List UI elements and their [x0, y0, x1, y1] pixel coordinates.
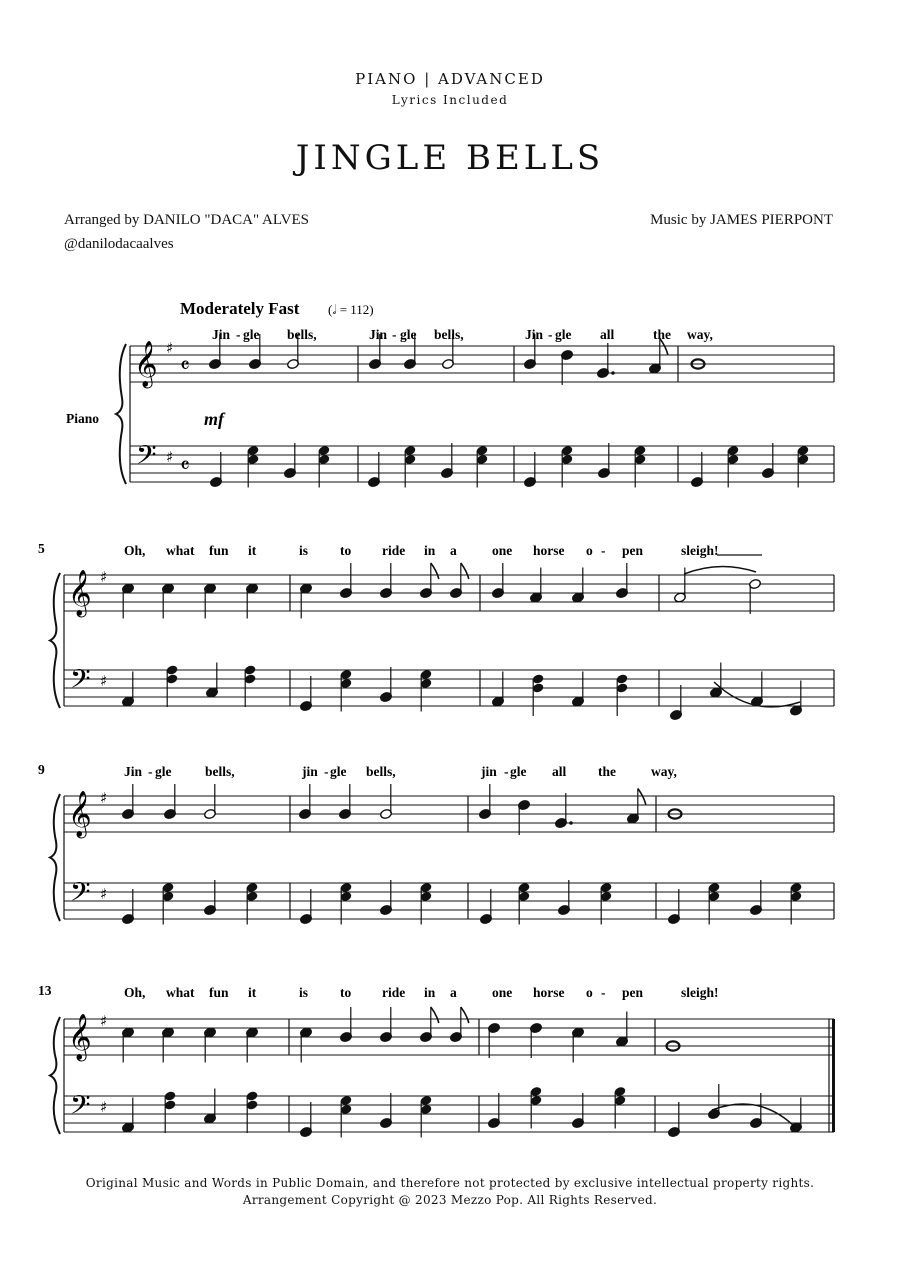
key-sharp-icon: ♯ — [166, 448, 174, 466]
bass-chord — [708, 882, 721, 925]
treble-note — [479, 784, 492, 820]
piano-brace — [50, 794, 60, 921]
bass-note — [488, 1093, 501, 1129]
treble-note — [300, 583, 313, 619]
treble-staff — [130, 346, 834, 382]
bass-chord — [246, 882, 259, 925]
bass-note — [708, 1084, 721, 1120]
treble-note — [555, 793, 573, 829]
treble-note — [340, 563, 353, 599]
bass-chord — [318, 445, 331, 488]
lyric-syllable: gle — [155, 764, 172, 779]
lyric-syllable: o — [586, 985, 593, 1000]
treble-note — [246, 1027, 259, 1063]
lyric-syllable: the — [598, 764, 616, 779]
bass-note — [380, 880, 393, 916]
lyric-syllable: is — [299, 543, 309, 558]
edition-label: PIANO | ADVANCED — [355, 70, 545, 88]
treble-note — [597, 343, 615, 379]
bass-chord — [476, 445, 489, 488]
lyric-syllable: way, — [687, 327, 713, 342]
treble-note — [380, 784, 393, 820]
bass-clef-icon: 𝄢 — [70, 876, 91, 914]
treble-note — [162, 583, 175, 619]
piano-brace — [116, 344, 126, 484]
key-sharp-icon: ♯ — [100, 1012, 108, 1030]
bass-note — [284, 443, 297, 479]
treble-note — [488, 1022, 501, 1058]
bass-note — [691, 452, 704, 488]
lyric-syllable: Jin — [525, 327, 544, 342]
treble-note — [627, 789, 646, 825]
bass-chord — [164, 1090, 177, 1133]
bass-note — [122, 889, 135, 925]
bass-note — [368, 452, 381, 488]
bass-chord — [600, 882, 613, 925]
note-flag — [461, 1007, 469, 1023]
bass-note — [524, 452, 537, 488]
bass-note — [762, 443, 775, 479]
bass-note — [122, 1098, 135, 1134]
lyric-syllable: - — [548, 327, 553, 342]
treble-note — [380, 1007, 393, 1043]
bass-chord — [420, 1095, 433, 1138]
bass-note — [300, 1102, 313, 1138]
lyric-syllable: Oh, — [124, 543, 146, 558]
lyric-syllable: in — [424, 543, 436, 558]
lyric-syllable: ride — [382, 985, 406, 1000]
lyric-syllable: - — [504, 764, 509, 779]
bass-note — [204, 880, 217, 916]
bass-note — [668, 889, 681, 925]
lyric-syllable: horse — [533, 543, 565, 558]
lyric-syllable: - — [148, 764, 153, 779]
bass-chord — [166, 664, 179, 707]
lyric-syllable: all — [600, 327, 615, 342]
treble-note — [246, 583, 259, 619]
final-barline-thick — [832, 1019, 835, 1132]
lyric-syllable: - — [392, 327, 397, 342]
key-sharp-icon: ♯ — [100, 789, 108, 807]
note-flag — [431, 563, 439, 579]
treble-note — [561, 349, 574, 385]
note-flag — [461, 563, 469, 579]
common-time-icon: 𝄴 — [180, 454, 190, 479]
treble-note — [340, 1007, 353, 1043]
key-sharp-icon: ♯ — [100, 672, 108, 690]
lyric-syllable: a — [450, 543, 457, 558]
lyric-syllable: bells, — [366, 764, 396, 779]
bass-chord — [404, 445, 417, 488]
lyric-syllable: Oh, — [124, 985, 146, 1000]
bass-note — [206, 663, 219, 699]
measure-number: 13 — [38, 983, 52, 998]
bass-chord — [247, 445, 260, 488]
lyric-syllable: gle — [510, 764, 527, 779]
lyric-syllable: horse — [533, 985, 565, 1000]
bass-chord — [340, 669, 353, 712]
treble-note — [122, 784, 135, 820]
lyric-syllable: it — [248, 985, 257, 1000]
lyric-syllable: is — [299, 985, 309, 1000]
lyric-syllable: one — [492, 543, 513, 558]
bass-note — [572, 1093, 585, 1129]
bass-note — [598, 443, 611, 479]
treble-note — [616, 563, 629, 599]
measure-number: 5 — [38, 541, 45, 556]
dot — [611, 371, 615, 375]
lyric-syllable: bells, — [205, 764, 235, 779]
bass-chord — [727, 445, 740, 488]
copyright-line-2: Arrangement Copyright @ 2023 Mezzo Pop. All Rights Reserved. — [242, 1193, 658, 1207]
lyric-syllable: pen — [622, 985, 644, 1000]
treble-note — [164, 784, 177, 820]
treble-note — [492, 563, 505, 599]
lyric-syllable: gle — [330, 764, 347, 779]
bass-chord — [561, 445, 574, 488]
bass-note — [670, 685, 683, 721]
lyric-syllable: jin — [481, 764, 497, 779]
lyric-syllable: Jin — [369, 327, 388, 342]
bass-note — [492, 672, 505, 708]
bass-note — [204, 1089, 217, 1125]
bass-note — [300, 889, 313, 925]
bass-chord — [244, 664, 257, 707]
lyric-syllable: ride — [382, 543, 406, 558]
bass-chord — [797, 445, 810, 488]
bass-chord — [532, 673, 545, 716]
lyric-syllable: jin — [302, 764, 318, 779]
lyric-syllable: what — [166, 985, 195, 1000]
bass-note — [750, 880, 763, 916]
bass-note — [300, 676, 313, 712]
treble-note — [518, 799, 531, 835]
treble-note — [616, 1012, 629, 1048]
key-sharp-icon: ♯ — [166, 339, 174, 357]
bass-clef-icon: 𝄢 — [136, 439, 157, 477]
bass-note — [558, 880, 571, 916]
bass-note — [380, 667, 393, 703]
treble-staff — [64, 575, 834, 611]
key-sharp-icon: ♯ — [100, 885, 108, 903]
bass-note — [572, 672, 585, 708]
lyric-syllable: sleigh! — [681, 985, 719, 1000]
lyric-syllable: - — [324, 764, 329, 779]
treble-note — [339, 784, 352, 820]
bass-clef-icon: 𝄢 — [70, 1089, 91, 1127]
lyric-syllable: fun — [209, 543, 229, 558]
treble-note — [300, 1027, 313, 1063]
bass-chord — [420, 882, 433, 925]
lyric-syllable: gle — [400, 327, 417, 342]
lyric-syllable: - — [236, 327, 241, 342]
lyric-syllable: to — [340, 543, 352, 558]
bass-note — [790, 681, 803, 717]
treble-clef-icon: 𝄞 — [68, 570, 92, 616]
bass-chord — [634, 445, 647, 488]
treble-note — [572, 1027, 585, 1063]
lyric-syllable: in — [424, 985, 436, 1000]
measure-number: 9 — [38, 762, 45, 777]
treble-note — [380, 563, 393, 599]
treble-clef-icon: 𝄞 — [68, 1014, 92, 1060]
note-flag — [431, 1007, 439, 1023]
treble-note — [204, 784, 217, 820]
bass-note — [668, 1102, 681, 1138]
lyric-syllable: sleigh! — [681, 543, 719, 558]
lyric-syllable: o — [586, 543, 593, 558]
lyric-syllable: bells, — [434, 327, 464, 342]
key-sharp-icon: ♯ — [100, 1098, 108, 1116]
treble-note — [122, 1027, 135, 1063]
bass-clef-icon: 𝄢 — [70, 663, 91, 701]
key-sharp-icon: ♯ — [100, 568, 108, 586]
arranger-handle: @danilodacaalves — [64, 236, 174, 252]
treble-clef-icon: 𝄞 — [68, 791, 92, 837]
lyric-syllable: Jin — [124, 764, 143, 779]
bass-note — [380, 1093, 393, 1129]
lyric-syllable: Jin — [212, 327, 231, 342]
lyric-syllable: to — [340, 985, 352, 1000]
bass-chord — [340, 882, 353, 925]
lyric-syllable: a — [450, 985, 457, 1000]
tempo-text: Moderately Fast — [180, 299, 300, 318]
piano-brace — [50, 1017, 60, 1134]
bass-note — [122, 672, 135, 708]
bass-chord — [530, 1086, 543, 1129]
lyric-syllable: one — [492, 985, 513, 1000]
treble-note — [530, 568, 543, 604]
common-time-icon: 𝄴 — [180, 354, 190, 379]
dynamic-marking: mf — [204, 409, 224, 429]
lyric-syllable: gle — [243, 327, 260, 342]
treble-staff — [64, 1019, 834, 1055]
bass-chord — [614, 1086, 627, 1129]
lyric-syllable: what — [166, 543, 195, 558]
lyric-syllable: gle — [555, 327, 572, 342]
composer-credit: Music by JAMES PIERPONT — [650, 212, 833, 228]
treble-note — [572, 568, 585, 604]
bass-chord — [162, 882, 175, 925]
lyric-syllable: it — [248, 543, 257, 558]
treble-note — [204, 1027, 217, 1063]
copyright-line-1: Original Music and Words in Public Domain, and therefore not protected by exclusive intellectual property rights. — [85, 1176, 815, 1190]
lyric-syllable: all — [552, 764, 567, 779]
treble-note — [299, 784, 312, 820]
lyric-syllable: way, — [651, 764, 677, 779]
bass-note — [210, 452, 223, 488]
bass-note — [710, 663, 723, 699]
bass-chord — [790, 882, 803, 925]
bass-note — [441, 443, 454, 479]
treble-staff — [64, 796, 834, 832]
lyric-syllable: pen — [622, 543, 644, 558]
treble-clef-icon: 𝄞 — [134, 341, 158, 387]
bass-note — [750, 1093, 763, 1129]
treble-note — [749, 578, 762, 614]
lyric-syllable: fun — [209, 985, 229, 1000]
bass-chord — [518, 882, 531, 925]
lyrics-note: Lyrics Included — [391, 93, 509, 107]
arranger-credit: Arranged by DANILO "DACA" ALVES — [64, 212, 310, 228]
lyric-syllable: the — [653, 327, 671, 342]
bass-chord — [420, 669, 433, 712]
treble-note — [530, 1022, 543, 1058]
bass-note — [480, 889, 493, 925]
bass-chord — [340, 1095, 353, 1138]
tie — [684, 566, 756, 574]
piano-brace — [50, 573, 60, 708]
lyric-syllable: - — [601, 543, 606, 558]
bass-chord — [246, 1090, 259, 1133]
lyric-syllable: - — [601, 985, 606, 1000]
treble-note — [204, 583, 217, 619]
dot — [569, 821, 573, 825]
tempo-mark: (𝅗𝅥 = 112) — [328, 302, 374, 317]
bass-chord — [616, 673, 629, 716]
song-title: JINGLE BELLS — [295, 138, 605, 178]
lyric-syllable: bells, — [287, 327, 317, 342]
treble-note — [162, 1027, 175, 1063]
treble-note — [649, 339, 668, 375]
instrument-label: Piano — [66, 411, 100, 426]
treble-note — [674, 568, 687, 604]
treble-note — [122, 583, 135, 619]
bass-note — [751, 672, 764, 708]
